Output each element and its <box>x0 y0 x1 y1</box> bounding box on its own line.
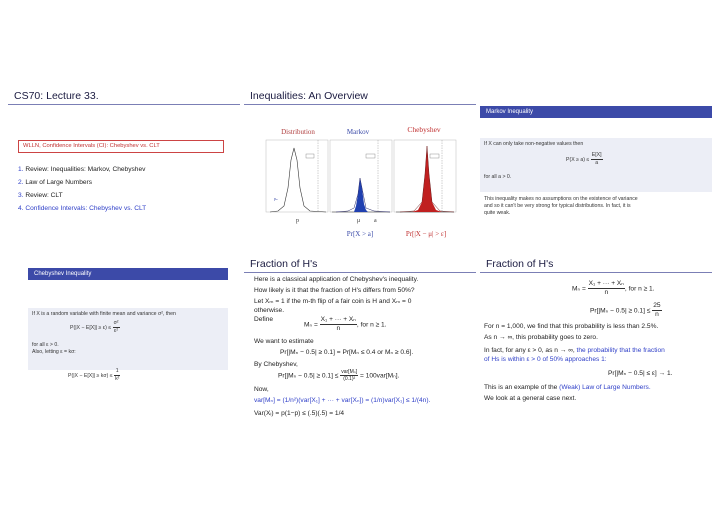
slide-inequalities-overview <box>244 88 476 254</box>
s5-bound: Pr[|Mₙ − 0.5| ≥ 0.1] ≤ $\frac{\text{var[Mₙ]}}{\text{(0.1)²}}$ = 100var[Mₙ]. <box>278 369 400 383</box>
markov-lhs: P(X ≥ a) ≤ <box>566 156 590 163</box>
caption-chebyshev: Pr[|X − μ| > ε] <box>405 230 447 238</box>
markov-forall: for all a > 0. <box>484 174 512 180</box>
markov-den: a <box>595 160 599 167</box>
chebyshev-num-1: σ² <box>113 320 120 328</box>
distribution-curve <box>270 148 326 212</box>
slide-banner: Chebyshev Inequality <box>28 268 228 280</box>
chebyshev-line1: If X is a random variable with finite mean and variance σ², then <box>32 311 176 317</box>
markov-box <box>480 138 712 192</box>
title-rule <box>244 104 476 105</box>
slide-fraction-of-hs-2 <box>480 256 712 416</box>
s5-want: We want to estimate <box>254 338 314 345</box>
s5-line4: otherwise. <box>254 307 285 314</box>
slide-title: Inequalities: An Overview <box>250 90 368 102</box>
s6-line1: For n = 1,000, we find that this probability is less than 2.5%. <box>484 323 659 330</box>
s5-line3: Let Xₘ = 1 if the m-th flip of a fair coin is H and Xₘ = 0 <box>254 298 412 305</box>
s5-var-mn: var[Mₙ] = (1/n²)(var[X₁] + ··· + var[Xₙ]) = (1/n)var[X₁] ≤ 1/(4n). <box>254 397 431 404</box>
chebyshev-den-1: ε² <box>114 328 119 335</box>
chebyshev-formula-2 <box>68 368 120 383</box>
markov-legend <box>366 154 375 158</box>
s6-line2: As n → ∞, this probability goes to zero. <box>484 334 598 341</box>
chebyshev-formula-1 <box>70 320 120 335</box>
s6-line6: This is an example of the (Weak) Law of Large Numbers. <box>484 384 651 391</box>
title-rule <box>480 272 712 273</box>
chebyshev-lhs-2: P(|X − E[X]| ≥ kσ) ≤ <box>68 372 113 379</box>
subtitle-box <box>18 140 224 153</box>
slide-title: Fraction of H's <box>250 258 318 270</box>
s6-line3: In fact, for any ε > 0, as n → ∞, the probability that the fraction <box>484 347 665 354</box>
s5-line2: How likely is it that the fraction of H's differs from 50%? <box>254 287 415 294</box>
slide-banner: Markov Inequality <box>480 106 712 118</box>
axis-pn: pₙ <box>274 196 278 201</box>
caption-markov: Pr[X > a] <box>346 230 374 238</box>
s5-define: Define <box>254 316 274 323</box>
s5-estimate: Pr[|Mₙ − 0.5| ≥ 0.1] = Pr[Mₙ ≤ 0.4 or Mₙ ≥ 0.6]. <box>280 349 414 356</box>
markov-note-2: and so it can't be very strong for typical distributions. In fact, it is <box>484 203 631 209</box>
label-markov: Markov <box>346 128 370 136</box>
slide-title: CS70: Lecture 33. <box>14 90 99 102</box>
chebyshev-also: Also, letting ε = kσ: <box>32 349 76 355</box>
s5-now: Now, <box>254 386 269 393</box>
slide-cs70-lecture <box>8 88 240 254</box>
slide-chebyshev-inequality <box>28 268 228 434</box>
slide-markov-inequality <box>480 106 712 272</box>
markov-num: E[X] <box>591 152 603 160</box>
subtitle-text: WLLN, Confidence Intervals (CI): Chebyshev vs. CLT <box>23 143 160 149</box>
chebyshev-fill <box>412 146 442 212</box>
title-rule <box>8 104 240 105</box>
s6-mn-formula: Mₙ = $\frac{\text{X₁ + ··· + Xₙ}}{n}$ , for n ≥ 1. <box>572 280 655 297</box>
markov-note-3: quite weak. <box>484 210 511 216</box>
s5-line1: Here is a classical application of Chebyshev's inequality. <box>254 276 419 283</box>
panel-distribution <box>266 140 328 212</box>
distribution-legend <box>306 154 314 158</box>
axis-a: a <box>374 218 377 224</box>
axis-p: p <box>296 218 299 224</box>
markov-formula <box>566 152 603 167</box>
s6-prob-bound: Pr[|Mₙ − 0.5| ≥ 0.1] ≤ $\frac{25}{n}$ <box>590 302 661 319</box>
s5-by-chebyshev: By Chebyshev, <box>254 361 298 368</box>
s5-var-xi: Var(Xᵢ) = p(1−p) ≤ (.5)(.5) = 1/4 <box>254 410 345 417</box>
chebyshev-den-2: k² <box>115 376 120 383</box>
s6-limit: Pr[|Mₙ − 0.5| ≤ ε] → 1. <box>608 370 673 377</box>
inequalities-figure <box>244 118 476 248</box>
axis-mu: μ <box>357 218 361 224</box>
chebyshev-forall: for all ε > 0. <box>32 342 59 348</box>
chebyshev-num-2: 1 <box>114 368 120 376</box>
s5-mn-formula: Mₙ = $\frac{\text{X₁ + ··· + Xₙ}}{n}$ , for n ≥ 1. <box>304 316 387 333</box>
outline-item-2: 2. Law of Large Numbers <box>18 179 93 186</box>
markov-note-1: This inequality makes no assumptions on the existence of variance <box>484 196 638 202</box>
outline-item-3: 3. Review: CLT <box>18 192 63 199</box>
slide-title: Fraction of H's <box>486 258 554 270</box>
outline-item-4: 4. Confidence Intervals: Chebyshev vs. CLT <box>18 205 147 212</box>
title-rule <box>244 272 476 273</box>
slide-fraction-of-hs-1 <box>244 256 476 426</box>
chebyshev-legend <box>430 154 439 158</box>
label-chebyshev: Chebyshev <box>407 125 441 134</box>
label-distribution: Distribution <box>281 128 315 136</box>
chebyshev-lhs-1: P(|X − E[X]| ≥ ε) ≤ <box>70 324 112 331</box>
chebyshev-box <box>28 308 228 370</box>
markov-line1: If X can only take non-negative values then <box>484 141 584 147</box>
outline-item-1: 1. Review: Inequalities: Markov, Chebyshev <box>18 166 146 173</box>
s6-line7: We look at a general case next. <box>484 395 577 402</box>
s6-line4: of Hs is within ε > 0 of 50% approaches 1: <box>484 356 607 363</box>
